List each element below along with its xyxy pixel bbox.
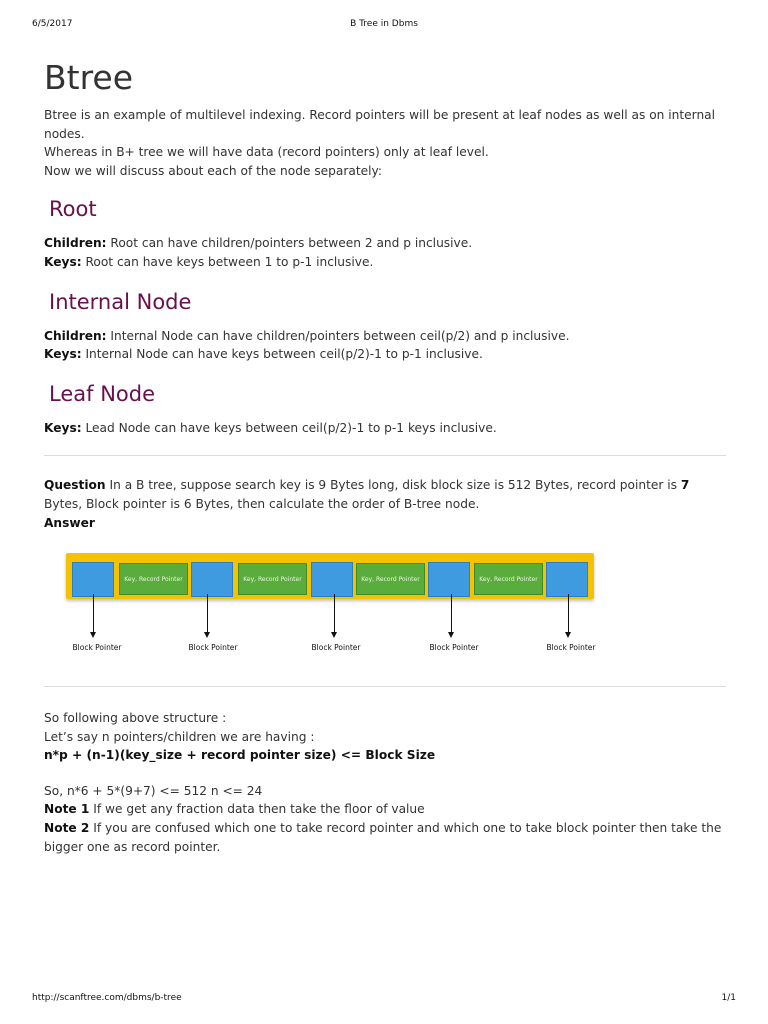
- page-title: Btree: [44, 58, 134, 97]
- key-record-box: Key, Record Pointer: [238, 563, 307, 595]
- root-children-label: Children:: [44, 236, 107, 251]
- solution-formula: n*p + (n-1)(key_size + record pointer size) <= Block Size: [44, 748, 436, 763]
- question-label: Question: [44, 478, 106, 493]
- block-pointer-box: [428, 562, 470, 597]
- block-pointer-box: [72, 562, 114, 597]
- leaf-keys-label: Keys:: [44, 420, 82, 435]
- answer-label: Answer: [44, 515, 95, 530]
- key-record-box: Key, Record Pointer: [356, 563, 425, 595]
- block-pointer-label: Block Pointer: [429, 643, 479, 652]
- pointer-arrow: [207, 594, 208, 636]
- pointer-arrow: [93, 594, 94, 636]
- root-keys-text: Root can have keys between 1 to p-1 inclusive.: [81, 254, 374, 269]
- note-1-label: Note 1: [44, 802, 90, 817]
- header-title: B Tree in Dbms: [350, 19, 418, 29]
- section-heading-leaf-node: Leaf Node: [49, 381, 155, 406]
- root-children-text: Root can have children/pointers between 2 and p inclusive.: [106, 236, 473, 251]
- root-keys-label: Keys:: [44, 254, 82, 269]
- solution-line-1: So following above structure :: [44, 711, 227, 725]
- block-pointer-label: Block Pointer: [72, 643, 122, 652]
- note-2-text: If you are confused which one to take record pointer and which one to take block pointer then take the bigger one as record pointer.: [44, 820, 722, 854]
- block-pointer-box: [311, 562, 353, 597]
- question-text-b: Bytes, Block pointer is 6 Bytes, then calculate the order of B-tree node.: [44, 496, 480, 511]
- internal-keys: [44, 345, 726, 364]
- section-heading-internal-node: Internal Node: [49, 289, 192, 314]
- root-children: [44, 234, 726, 253]
- divider-2: [44, 686, 726, 687]
- header-date: 6/5/2017: [32, 19, 73, 29]
- block-pointer-box: [191, 562, 233, 597]
- footer-url: http://scanftree.com/dbms/b-tree: [32, 993, 182, 1003]
- block-pointer-label: Block Pointer: [546, 643, 596, 652]
- divider-1: [44, 455, 726, 456]
- solution-section: [44, 686, 726, 856]
- footer-page-number: 1/1: [721, 993, 736, 1003]
- internal-children: [44, 327, 726, 346]
- intro-line-1: Btree is an example of multilevel indexing. Record pointers will be present at leaf nodes as well as on internal nodes.: [44, 108, 716, 141]
- node-bar: [66, 553, 594, 599]
- root-keys: [44, 253, 726, 272]
- solution-calc: So, n*6 + 5*(9+7) <= 512 n <= 24: [44, 783, 263, 798]
- block-pointer-box: [546, 562, 588, 597]
- leaf-keys: [44, 419, 726, 438]
- note-1: [44, 800, 726, 819]
- internal-keys-label: Keys:: [44, 347, 82, 362]
- note-2: [44, 819, 726, 856]
- note-1-text: If we get any fraction data then take the floor of value: [89, 802, 425, 817]
- question: [44, 476, 726, 513]
- btree-node-diagram: [66, 550, 596, 660]
- intro-line-2: Whereas in B+ tree we will have data (record pointers) only at leaf level.: [44, 145, 489, 160]
- question-text-a: In a B tree, suppose search key is 9 Bytes long, disk block size is 512 Bytes, record pointer is: [105, 478, 681, 493]
- page-content: [44, 58, 726, 532]
- note-2-label: Note 2: [44, 820, 90, 835]
- block-pointer-label: Block Pointer: [188, 643, 238, 652]
- internal-children-text: Internal Node can have children/pointers between ceil(p/2) and p inclusive.: [106, 328, 570, 343]
- pointer-arrow: [451, 594, 452, 636]
- leaf-keys-text: Lead Node can have keys between ceil(p/2)-1 to p-1 keys inclusive.: [81, 420, 497, 435]
- intro-line-3: Now we will discuss about each of the node separately:: [44, 163, 382, 178]
- section-heading-root: Root: [49, 197, 97, 222]
- record-pointer-value: 7: [680, 478, 690, 493]
- key-record-box: Key, Record Pointer: [119, 563, 188, 595]
- internal-children-label: Children:: [44, 328, 107, 343]
- pointer-arrow: [334, 594, 335, 636]
- pointer-arrow: [568, 594, 569, 636]
- solution-line-2: Let’s say n pointers/children we are having :: [44, 729, 315, 744]
- block-pointer-label: Block Pointer: [311, 643, 361, 652]
- internal-keys-text: Internal Node can have keys between ceil(p/2)-1 to p-1 inclusive.: [81, 347, 483, 362]
- key-record-box: Key, Record Pointer: [474, 563, 543, 595]
